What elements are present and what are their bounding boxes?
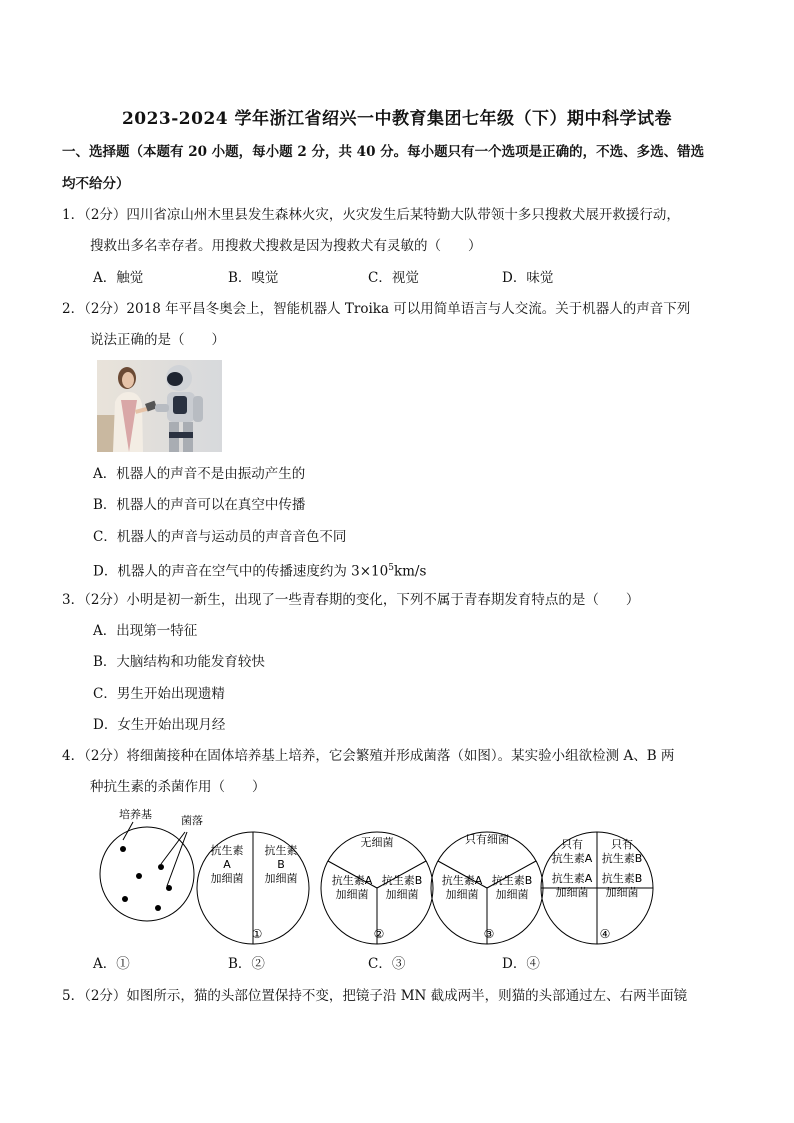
q3-option-a: A．出现第一特征 [93,623,198,639]
robot-photo [97,360,222,452]
num-1: ① [251,927,263,941]
d4-br-2: 加细菌 [605,886,639,899]
d2-top: 无细菌 [360,836,394,849]
d2-br-2: 加细菌 [385,888,419,901]
q4-option-c: C．③ [368,956,406,972]
q2-stem-line1: 2．（2分）2018 年平昌冬奥会上，智能机器人 Troika 可以用简单语言与人交流。关于机器人的声音下列 [62,301,691,317]
d3-bl-1: 抗生素A [441,874,483,887]
d4-bl-2: 加细菌 [555,886,589,899]
d3-br-1: 抗生素B [491,874,533,887]
section-heading-line1: 一、选择题（本题有 20 小题，每小题 2 分，共 40 分。每小题只有一个选项是正确的，不选、多选、错选 [62,144,705,160]
q2-option-a: A．机器人的声音不是由振动产生的 [93,466,306,482]
q2-option-d [93,559,426,581]
q1-option-b: B．嗅觉 [228,270,279,286]
d1-right-3: 加细菌 [264,872,298,885]
d1-left-1: 抗生素 [210,844,244,857]
q5-stem-line1: 5．（2分）如图所示，猫的头部位置保持不变，把镜子沿 MN 截成两半，则猫的头部通过左、右两半面镜 [62,988,688,1004]
d4-br-1: 抗生素B [601,872,643,885]
bacterial-colonies [120,846,172,911]
d2-bl-2: 加细菌 [335,888,369,901]
d3-br-2: 加细菌 [495,888,529,901]
q2-option-d-exponent: 5 [388,563,394,573]
d4-tr-1: 只有 [611,838,633,851]
q1-option-c: C．视觉 [368,270,419,286]
q2-stem-line2: 说法正确的是（ ） [90,332,225,348]
d3-top: 只有细菌 [465,833,509,846]
culture-dish-circle [100,827,194,921]
d1-right-2: B [277,858,285,871]
label-culture-medium: 培养基 [119,808,152,821]
d3-bl-2: 加细菌 [445,888,479,901]
d4-bl-1: 抗生素A [551,872,593,885]
q1-stem-line1: 1．（2分）四川省凉山州木里县发生森林火灾，火灾发生后某特勤大队带领十多只搜救犬展开救援行动， [62,207,680,223]
q4-stem-line2: 种抗生素的杀菌作用（ ） [90,779,266,795]
num-3: ③ [483,927,495,941]
label-colony: 菌落 [181,814,203,827]
petri-dish-figure [95,808,735,948]
num-2: ② [373,927,385,941]
q1-option-a: A．触觉 [93,270,144,286]
q3-option-c: C．男生开始出现遗精 [93,686,225,702]
d4-tl-2: 抗生素A [551,852,593,865]
q3-option-b: B．大脑结构和功能发育较快 [93,654,265,670]
q3-stem-line1: 3．（2分）小明是初一新生，出现了一些青春期的变化，下列不属于青春期发育特点的是（ ） [62,592,640,608]
q4-option-a: A．① [93,956,130,972]
d2-br-1: 抗生素B [381,874,423,887]
q4-option-b: B．② [228,956,265,972]
d1-left-3: 加细菌 [210,872,244,885]
exam-title: 2023-2024 学年浙江省绍兴一中教育集团七年级（下）期中科学试卷 [121,109,673,129]
q2-option-d-unit: km/s [393,563,427,580]
q1-option-d: D．味觉 [502,270,554,286]
q2-option-c: C．机器人的声音与运动员的声音音色不同 [93,529,347,545]
q4-stem-line1: 4．（2分）将细菌接种在固体培养基上培养，它会繁殖并形成菌落（如图）。某实验小组欲检测 A、B 两 [62,748,675,764]
d1-right-1: 抗生素 [264,844,298,857]
d4-tl-1: 只有 [561,838,583,851]
q1-stem-line2: 搜救出多名幸存者。用搜救犬搜救是因为搜救犬有灵敏的（ ） [90,238,482,254]
section-heading-line2: 均不给分） [62,176,130,192]
d4-tr-2: 抗生素B [601,852,643,865]
d2-bl-1: 抗生素A [331,874,373,887]
num-4: ④ [599,927,611,941]
q4-option-d: D．④ [502,956,540,972]
q2-option-d-text: D．机器人的声音在空气中的传播速度约为 3×10 [93,563,389,580]
q2-option-b: B．机器人的声音可以在真空中传播 [93,497,306,513]
d1-left-2: A [223,858,231,871]
q3-option-d: D．女生开始出现月经 [93,717,226,733]
